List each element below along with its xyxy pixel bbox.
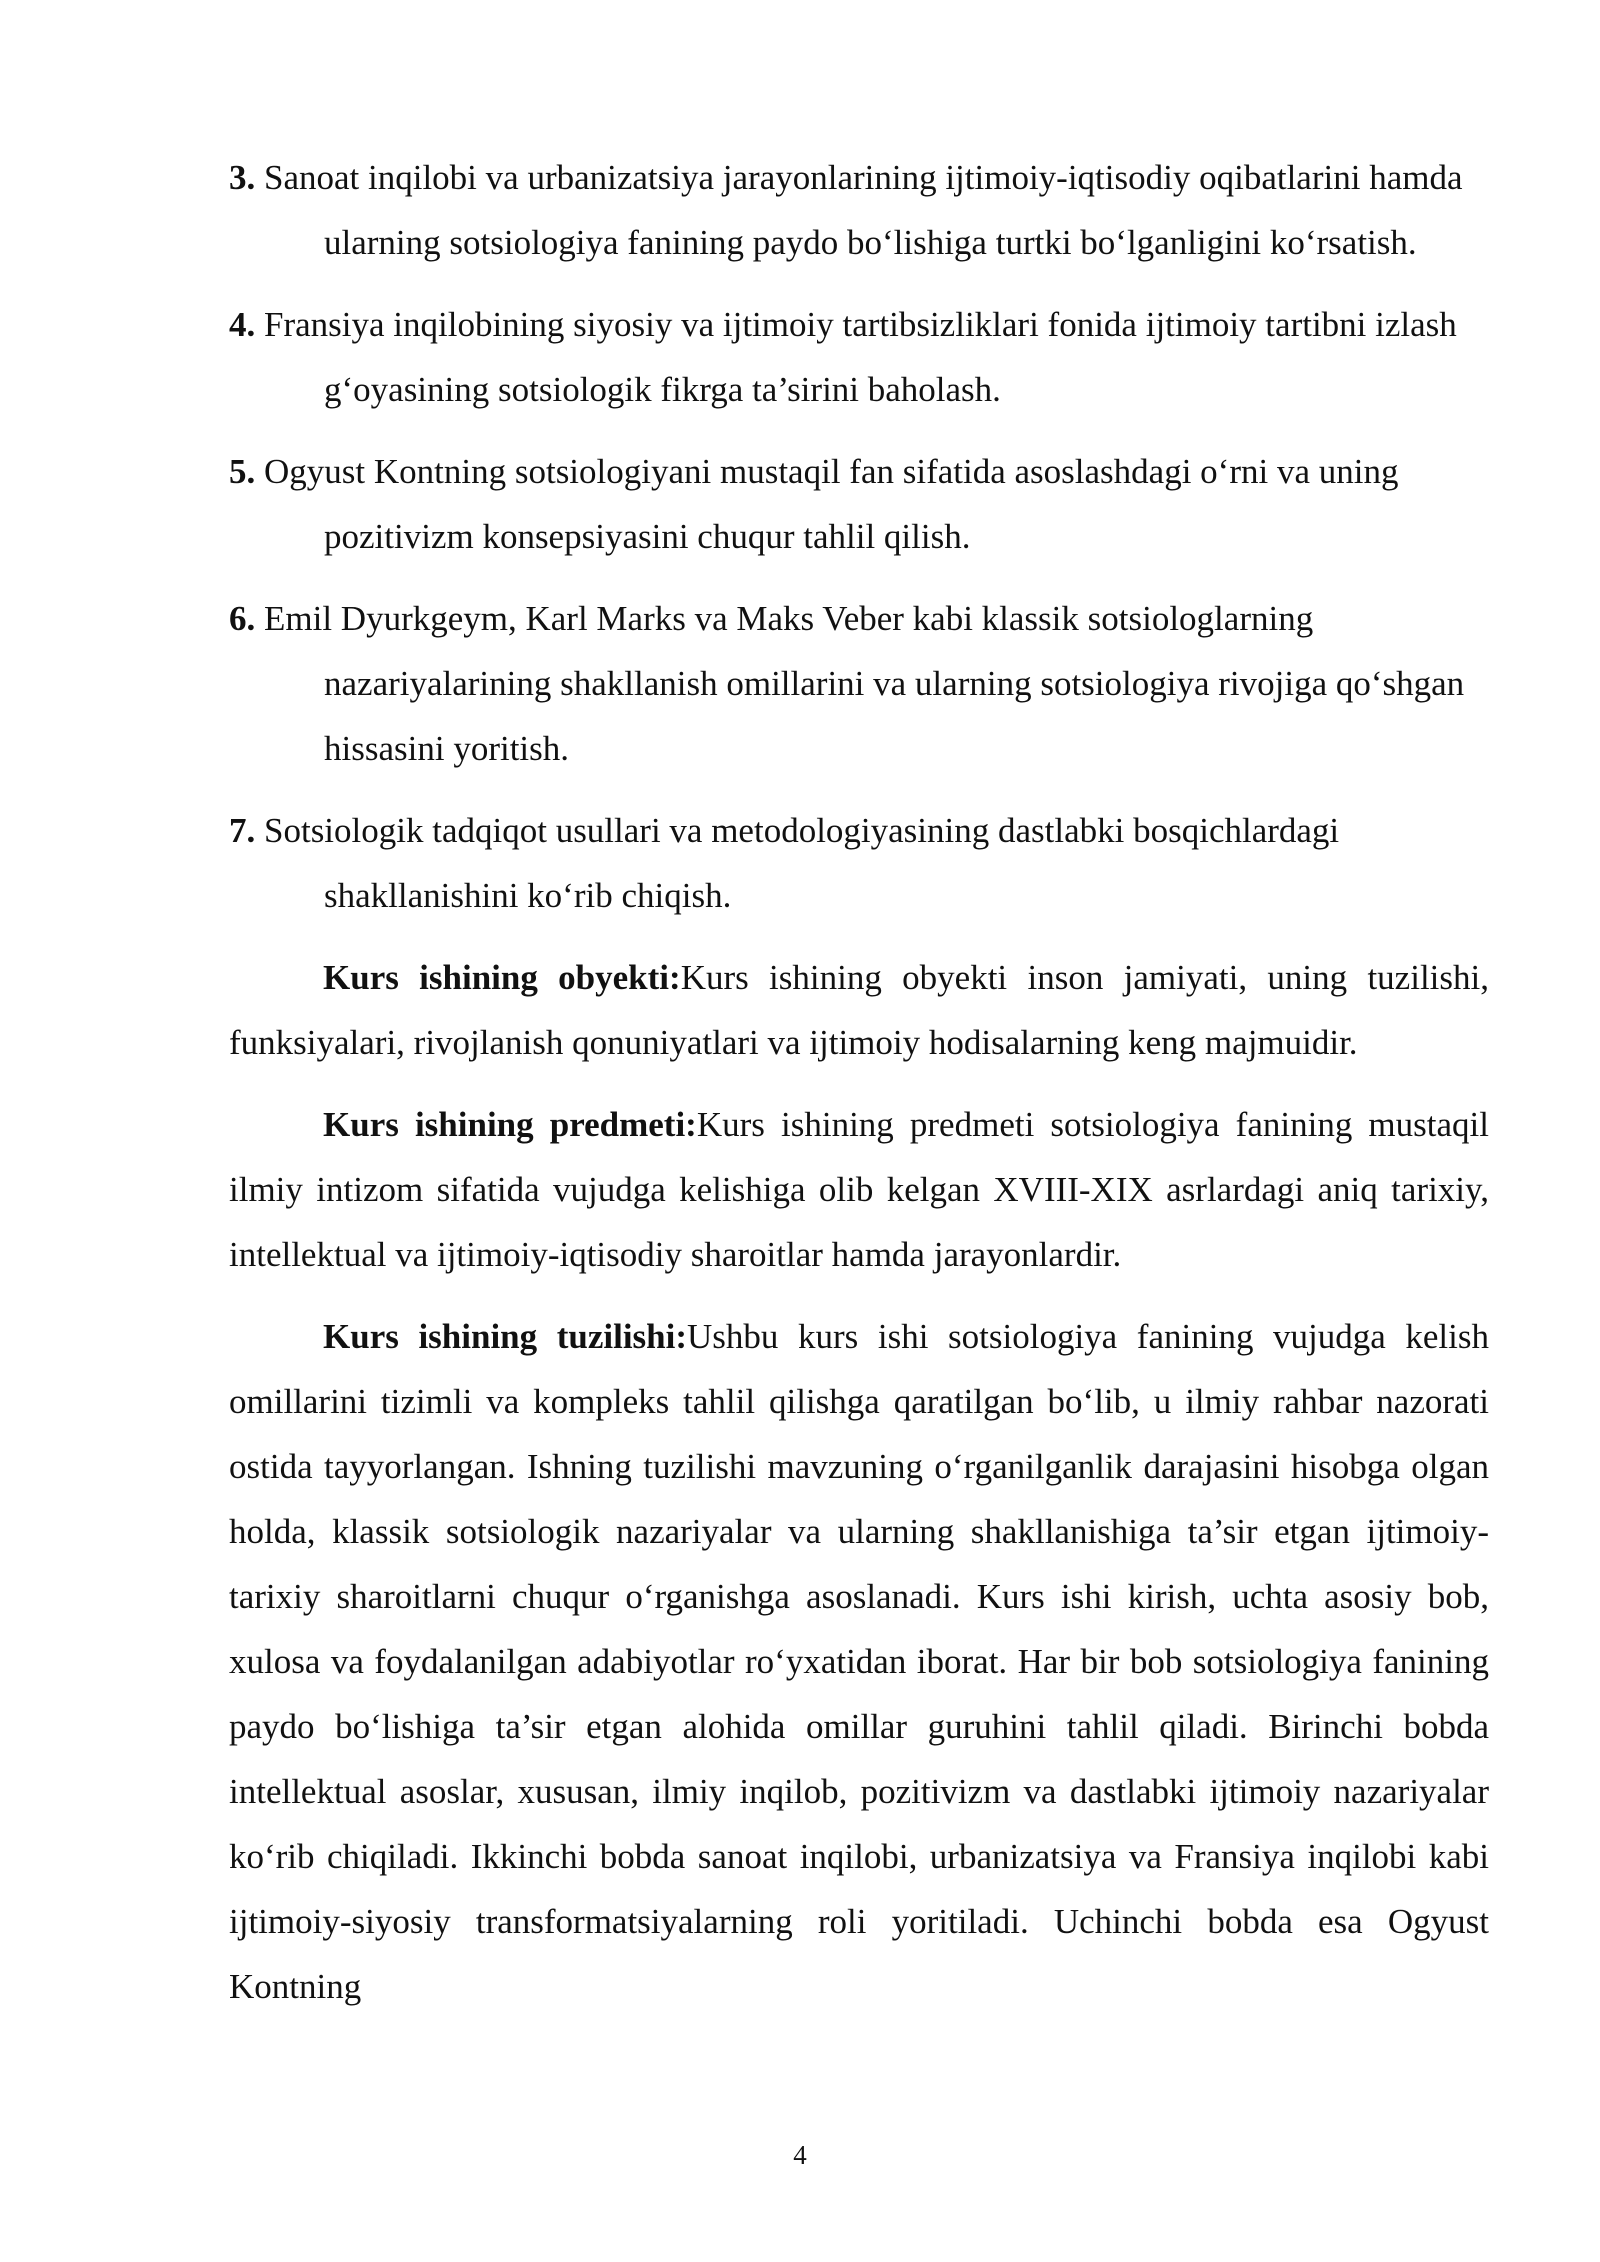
list-item-number: 7. [229, 811, 256, 850]
structure-text: Ushbu kurs ishi sotsiologiya fanining vujudga kelish omillarini tizimli va kompleks tahlil qilishga qaratilgan bo‘lib, u ilmiy rahbar nazorati ostida tayyorlangan. Ishning tuzilishi mavzuning o‘rganilganlik darajasini hisobga olgan holda, klassik sotsiologik nazariyalar va ularning shakllanishiga ta’sir etgan ijtimoiy-tarixiy sharoitlarni chuqur o‘rganishga asoslanadi. Kurs ishi kirish, uchta asosiy bob, xulosa va foydalanilgan adabiyotlar ro‘yxatidan iborat. Har bir bob sotsiologiya fanining paydo bo‘lishiga ta’sir etgan alohida omillar guruhini tahlil qiladi. Birinchi bobda intellektual asoslar, xususan, ilmiy inqilob, pozitivizm va dastlabki ijtimoiy nazariyalar ko‘rib chiqiladi. Ikkinchi bobda sanoat inqilobi, urbanizatsiya va Fransiya inqilobi kabi ijtimoiy-siyosiy transformatsiyalarning roli yoritiladi. Uchinchi bobda esa Ogyust Kontning [229, 1317, 1489, 2006]
list-item [229, 439, 1489, 569]
list-item [229, 145, 1489, 275]
list-item [229, 292, 1489, 422]
document-page [229, 145, 1489, 2036]
subject-heading: Kurs ishining predmeti: [323, 1105, 697, 1144]
list-item-number: 5. [229, 452, 256, 491]
object-heading: Kurs ishining obyekti: [323, 958, 681, 997]
subject-paragraph [229, 1092, 1489, 1287]
list-item-number: 6. [229, 599, 256, 638]
list-item-text: Sotsiologik tadqiqot usullari va metodologiyasining dastlabki bosqichlardagi shakllanishini ko‘rib chiqish. [255, 811, 1340, 915]
list-item [229, 586, 1489, 781]
subject-text: Kurs ishining predmeti sotsiologiya fanining mustaqil ilmiy intizom sifatida vujudga kelishiga olib kelgan XVIII-XIX asrlardagi aniq tarixiy, intellektual va ijtimoiy-iqtisodiy sharoitlar hamda jarayonlardir. [229, 1105, 1489, 1274]
object-text: Kurs ishining obyekti inson jamiyati, uning tuzilishi, funksiyalari, rivojlanish qonuniyatlari va ijtimoiy hodisalarning keng majmuidir. [229, 958, 1489, 1062]
list-item-text: Ogyust Kontning sotsiologiyani mustaqil fan sifatida asoslashdagi o‘rni va uning pozitivizm konsepsiyasini chuqur tahlil qilish. [255, 452, 1399, 556]
list-item [229, 798, 1489, 928]
page-number: 4 [793, 2140, 807, 2170]
objectives-list [229, 145, 1489, 928]
list-item-text: Emil Dyurkgeym, Karl Marks va Maks Veber kabi klassik sotsiologlarning nazariyalarining shakllanish omillarini va ularning sotsiologiya rivojiga qo‘shgan hissasini yoritish. [255, 599, 1465, 768]
list-item-number: 3. [229, 158, 256, 197]
list-item-text: Fransiya inqilobining siyosiy va ijtimoiy tartibsizliklari fonida ijtimoiy tartibni izlash g‘oyasining sotsiologik fikrga ta’sirini baholash. [255, 305, 1457, 409]
list-item-number: 4. [229, 305, 256, 344]
structure-paragraph [229, 1304, 1489, 2019]
structure-heading: Kurs ishining tuzilishi: [323, 1317, 688, 1356]
list-item-text: Sanoat inqilobi va urbanizatsiya jarayonlarining ijtimoiy-iqtisodiy oqibatlarini hamda ularning sotsiologiya fanining paydo bo‘lishiga turtki bo‘lganligini ko‘rsatish. [255, 158, 1463, 262]
object-paragraph [229, 945, 1489, 1075]
